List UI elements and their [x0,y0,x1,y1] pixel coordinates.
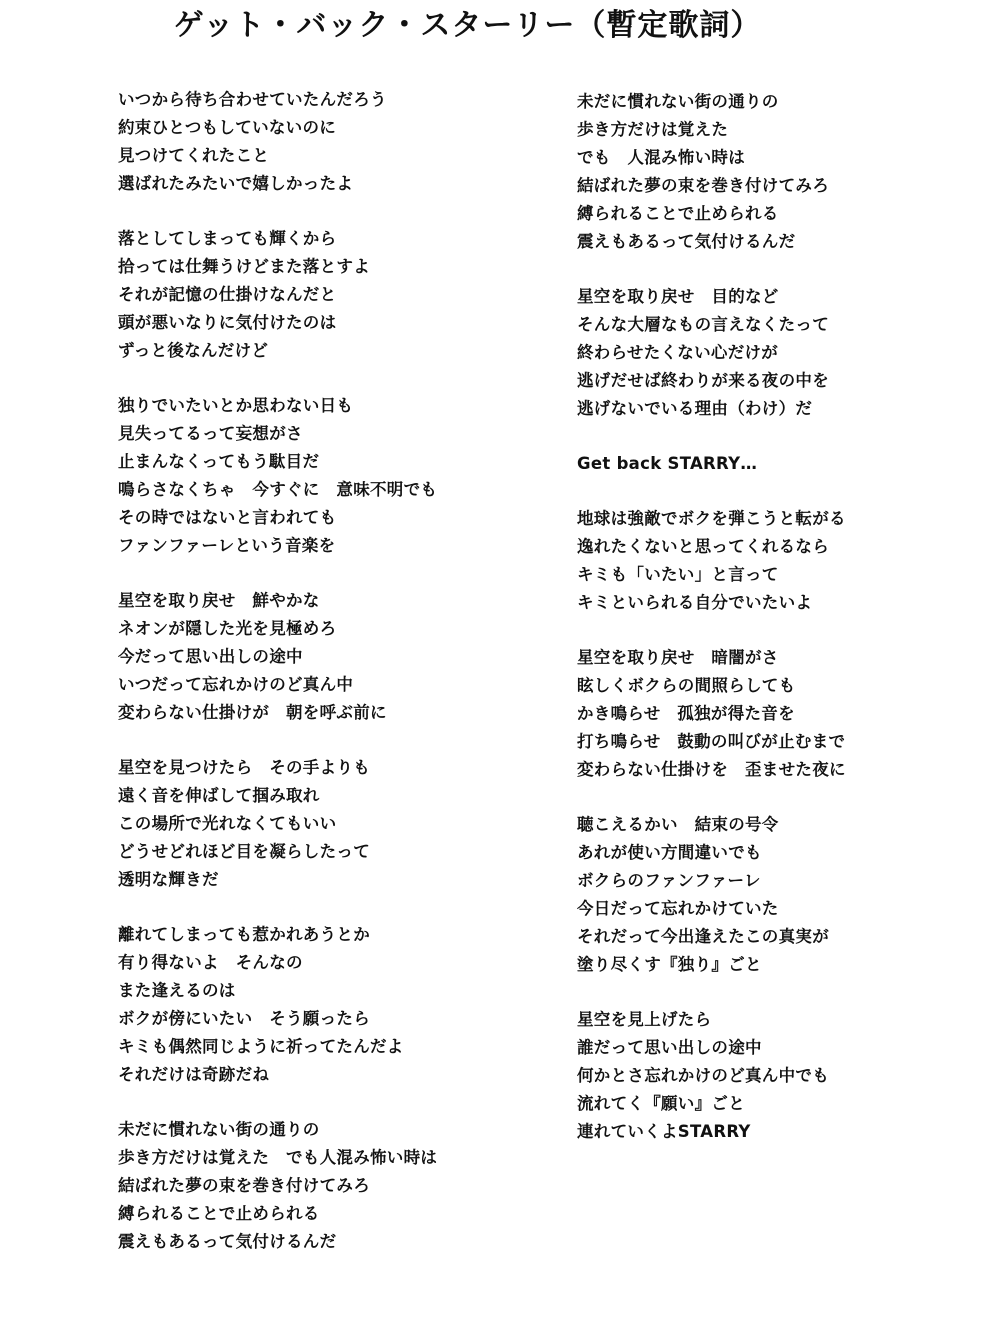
lyric-line: また逢えるのは [118,981,236,1000]
lyric-line: 地球は強敵でボクを弾こうと転がる [577,509,846,528]
lyric-line: 今だって思い出しの途中 [118,647,303,666]
lyrics-stanza [118,392,538,560]
lyric-line: ファンファーレという音楽を [118,536,336,555]
lyric-line: 誰だって思い出しの途中 [577,1038,762,1057]
lyric-line: それだって今出逢えたこの真実が [577,927,829,946]
lyric-line: かき鳴らせ 孤独が得た音を [577,704,795,723]
lyric-line: 星空を見つけたら その手よりも [118,758,370,777]
lyrics-stanza [577,811,977,979]
lyric-line: ボクが傍にいたい そう願ったら [118,1009,370,1028]
lyrics-stanza [118,1116,538,1256]
lyric-line: その時ではないと言われても [118,508,337,527]
lyric-line: ネオンが隠した光を見極めろ [118,619,337,638]
lyric-line: 約束ひとつもしていないのに [118,118,337,137]
lyric-line: 震えもあるって気付けるんだ [577,232,796,251]
lyric-line: 透明な輝きだ [118,870,219,889]
lyric-line: 星空を取り戻せ 暗闇がさ [577,648,779,667]
lyric-line: 鳴らさなくちゃ 今すぐに 意味不明でも [118,480,438,499]
lyrics-stanza [577,505,977,617]
lyric-line: 未だに慣れない街の通りの [118,1120,320,1139]
lyrics-stanza [118,86,538,198]
lyric-line: いつから待ち合わせていたんだろう [118,90,387,109]
lyric-line: 打ち鳴らせ 鼓動の叫びが止むまで [577,732,846,751]
lyric-line: 星空を取り戻せ 鮮やかな [118,591,320,610]
lyric-line: 頭が悪いなりに気付けたのは [118,313,337,332]
lyric-line: ずっと後なんだけど [118,341,269,360]
lyric-line: それが記憶の仕掛けなんだと [118,285,337,304]
lyric-line: ボクらのファンファーレ [577,871,761,890]
lyric-line: 有り得ないよ そんなの [118,953,303,972]
lyric-line: Get back STARRY… [577,454,758,473]
lyric-line: 見つけてくれたこと [118,146,270,165]
lyric-line: 眩しくボクらの間照らしても [577,676,796,695]
lyric-line: 今日だって忘れかけていた [577,899,779,918]
lyric-line: 独りでいたいとか思わない日も [118,396,354,415]
lyric-line: でも 人混み怖い時は [577,148,745,167]
lyrics-right-column [577,88,977,1173]
lyric-line: 変わらない仕掛けを 歪ませた夜に [577,760,846,779]
lyric-line: 止まんなくってもう駄目だ [118,452,320,471]
lyrics-left-column [118,86,538,1283]
lyric-line: 塗り尽くす『独り』ごと [577,955,762,974]
lyric-line: 変わらない仕掛けが 朝を呼ぶ前に [118,703,387,722]
lyric-line: 見失ってるって妄想がさ [118,424,303,443]
lyrics-stanza [577,1006,977,1146]
lyric-line: キミも偶然同じように祈ってたんだよ [118,1037,404,1056]
lyrics-stanza [118,754,538,894]
lyric-line: 星空を取り戻せ 目的など [577,287,779,306]
lyric-line: 拾っては仕舞うけどまた落とすよ [118,257,370,276]
lyric-line: あれが使い方間違いでも [577,843,762,862]
lyric-line: 歩き方だけは覚えた でも人混み怖い時は [118,1148,438,1167]
lyric-line: 離れてしまっても惹かれあうとか [118,925,370,944]
lyrics-stanza [577,644,977,784]
lyric-line: そんな大層なもの言えなくたって [577,315,829,334]
lyric-line: 選ばれたみたいで嬉しかったよ [118,174,354,193]
lyrics-stanza [118,587,538,727]
lyric-line: 縛られることで止められる [577,204,779,223]
lyric-line: それだけは奇跡だね [118,1065,270,1084]
lyrics-stanza [118,921,538,1089]
lyric-line: 星空を見上げたら [577,1010,712,1029]
lyric-line: 逸れたくないと思ってくれるなら [577,537,829,556]
lyrics-stanza [577,450,977,478]
lyric-line: 結ばれた夢の束を巻き付けてみろ [118,1176,370,1195]
lyric-line: 縛られることで止められる [118,1204,320,1223]
lyric-line: 連れていくよSTARRY [577,1122,751,1141]
lyrics-stanza [577,283,977,423]
lyric-line: キミといられる自分でいたいよ [577,593,813,612]
lyric-line: どうせどれほど目を凝らしたって [118,842,370,861]
lyrics-stanza [577,88,977,256]
lyric-line: 何かとさ忘れかけのど真ん中でも [577,1066,829,1085]
lyric-line: 落としてしまっても輝くから [118,229,337,248]
lyric-line: 遠く音を伸ばして掴み取れ [118,786,320,805]
lyric-line: 流れてく『願い』ごと [577,1094,745,1113]
lyric-line: 震えもあるって気付けるんだ [118,1232,337,1251]
lyric-line: 終わらせたくない心だけが [577,343,779,362]
lyric-line: 聴こえるかい 結束の号令 [577,815,779,834]
page-title: ゲット・バック・スターリー（暫定歌詞） [173,8,762,43]
lyric-line: 結ばれた夢の束を巻き付けてみろ [577,176,829,195]
lyric-line: いつだって忘れかけのど真ん中 [118,675,354,694]
lyric-line: キミも「いたい」と言って [577,565,779,584]
lyric-line: 逃げだせば終わりが来る夜の中を [577,371,829,390]
lyric-line: 未だに慣れない街の通りの [577,92,779,111]
lyrics-stanza [118,225,538,365]
lyric-line: 逃げないでいる理由（わけ）だ [577,399,813,418]
lyric-line: 歩き方だけは覚えた [577,120,729,139]
lyric-line: この場所で光れなくてもいい [118,814,337,833]
